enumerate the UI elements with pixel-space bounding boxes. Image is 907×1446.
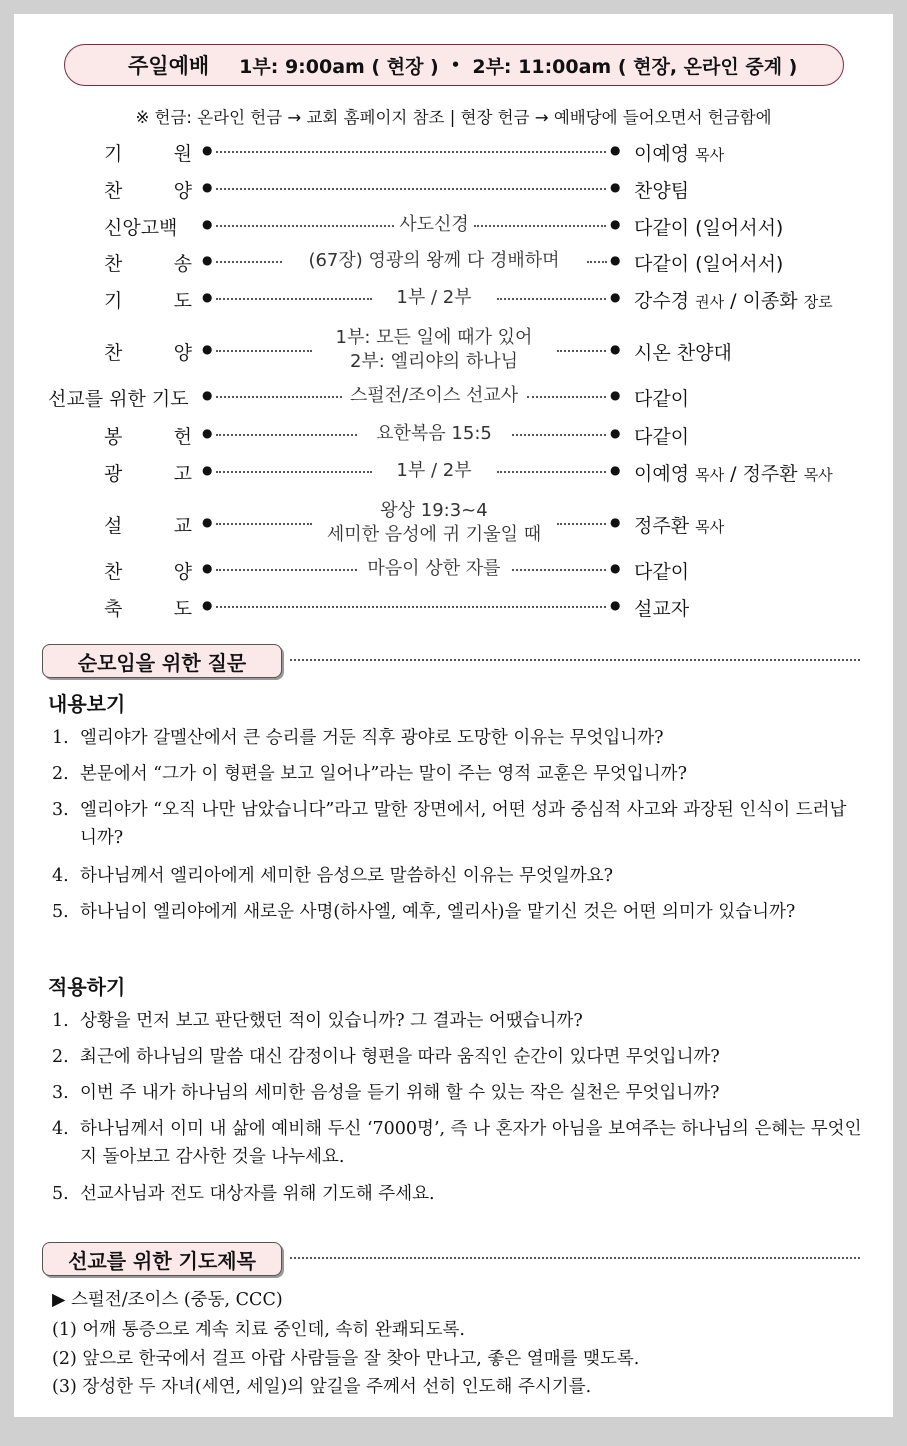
leader-dots	[216, 606, 606, 608]
question-item	[52, 1079, 862, 1107]
bullet-icon: ●	[202, 143, 213, 157]
order-label-char: 송	[173, 253, 192, 275]
question-number: 5.	[52, 902, 69, 922]
order-row	[14, 213, 893, 237]
order-label-char: 헌	[173, 426, 192, 448]
leader-name: 정주환	[634, 515, 690, 537]
order-detail	[254, 249, 614, 273]
question-item	[52, 1115, 862, 1171]
order-label-char: 봉	[104, 426, 123, 448]
service-title: 주일예배	[128, 54, 210, 78]
bullet-icon: ●	[202, 388, 213, 402]
order-label-char: 원	[173, 143, 192, 165]
order-row	[14, 594, 893, 618]
service-time-1: 1부: 9:00am ( 현장 )	[239, 55, 439, 78]
question-number: 2.	[52, 1047, 69, 1067]
order-detail-line: 2부: 엘리야의 하나님	[349, 351, 519, 372]
order-label	[104, 511, 192, 538]
order-label	[104, 459, 192, 486]
order-leader	[634, 511, 724, 538]
order-label-char: 양	[173, 180, 192, 202]
leader-name: 다같이	[634, 388, 690, 410]
question-item	[52, 724, 862, 752]
question-text: 상황을 먼저 보고 판단했던 적이 있습니까? 그 결과는 어땠습니까?	[80, 1011, 583, 1031]
leader-name: 다같이	[634, 561, 690, 583]
order-label-char: 기	[104, 290, 123, 312]
leader-name: 이예영	[634, 143, 690, 165]
leader-name: 다같이 (일어서서)	[634, 217, 784, 239]
order-label-char: 찬	[104, 253, 123, 275]
order-label	[104, 139, 192, 166]
bulletin-page	[14, 14, 893, 1417]
order-detail	[254, 286, 614, 310]
bullet-icon: ●	[610, 561, 621, 575]
question-text: 엘리야가 갈멜산에서 큰 승리를 거둔 직후 광야로 도망한 이유는 무엇입니까?	[80, 728, 664, 748]
leader-title: 장로	[803, 293, 833, 311]
prayer-item: (1) 어깨 통증으로 계속 치료 중인데, 속히 완쾌되도록.	[52, 1320, 465, 1340]
offering-note: ※ 헌금: 온라인 헌금 → 교회 홈페이지 참조 | 현장 헌금 → 예배당에 들어오면서 헌금함에	[135, 108, 772, 127]
leader-dots	[216, 188, 606, 190]
order-detail-line: 마음이 상한 자를	[367, 558, 501, 579]
leader-name: 이예영	[634, 463, 690, 485]
section-content-title: 내용보기	[48, 692, 126, 716]
prayer-item: (3) 장성한 두 자녀(세연, 세일)의 앞길을 주께서 선히 인도해 주시기를.	[52, 1377, 592, 1397]
question-item	[52, 796, 862, 852]
bullet-icon: ●	[202, 342, 213, 356]
order-label	[104, 249, 192, 276]
service-banner	[64, 44, 844, 86]
bullet-icon: ●	[610, 180, 621, 194]
order-label	[104, 594, 192, 621]
order-label	[104, 176, 192, 203]
bullet-icon: ●	[610, 426, 621, 440]
order-label-char: 기	[104, 143, 123, 165]
order-leader	[634, 594, 689, 621]
question-number: 4.	[52, 1119, 69, 1139]
order-leader	[634, 384, 689, 411]
leader-title: 목사	[695, 518, 725, 536]
order-label	[104, 286, 192, 313]
leader-dots	[216, 151, 606, 153]
leader-title: 목사	[803, 466, 833, 484]
order-detail	[254, 557, 614, 581]
leader-name: 이종화	[742, 290, 798, 312]
order-row	[14, 384, 893, 408]
question-text: 하나님께서 엘리아에게 세미한 음성으로 말씀하신 이유는 무엇일까요?	[80, 866, 614, 886]
order-detail-line: 세미한 음성에 귀 기울일 때	[326, 524, 542, 545]
order-row	[14, 459, 893, 483]
order-label	[104, 338, 192, 365]
order-label-char: 고	[173, 463, 192, 485]
bullet-icon: ●	[202, 515, 213, 529]
order-label-char: 광	[104, 463, 123, 485]
questions-header: 순모임을 위한 질문	[42, 644, 282, 678]
missionary-name: ▶ 스펄전/조이스 (중동, CCC)	[52, 1290, 283, 1310]
section-apply-title: 적용하기	[48, 975, 126, 999]
order-label-char: 양	[173, 561, 192, 583]
order-detail-line: 사도신경	[399, 214, 469, 235]
order-detail-line: 1부 / 2부	[396, 460, 472, 481]
question-number: 1.	[52, 728, 69, 748]
leader-name: 다같이	[634, 426, 690, 448]
bullet-icon: ●	[610, 342, 621, 356]
bullet-icon: ●	[202, 253, 213, 267]
leader-name: 설교자	[634, 598, 690, 620]
order-detail-line: 왕상 19:3~4	[380, 500, 488, 521]
bullet-icon: ●	[202, 561, 213, 575]
bullet-icon: ●	[610, 463, 621, 477]
order-detail	[254, 384, 614, 408]
question-number: 5.	[52, 1184, 69, 1204]
order-label	[104, 422, 192, 449]
bullet-icon: ●	[610, 253, 621, 267]
order-detail-line: 1부 / 2부	[396, 287, 472, 308]
order-label-char: 설	[104, 515, 123, 537]
bullet-icon: ●	[610, 217, 621, 231]
question-text: 엘리야가 “오직 나만 남았습니다”라고 말한 장면에서, 어떤 성과 중심적 사고와 과장된 인식이 드러납니까?	[80, 800, 847, 848]
order-row	[14, 286, 893, 310]
order-row	[14, 557, 893, 581]
leader-name: 다같이 (일어서서)	[634, 253, 784, 275]
question-number: 4.	[52, 866, 69, 886]
bullet-icon: ●	[202, 290, 213, 304]
order-detail-line: 1부: 모든 일에 때가 있어	[335, 327, 533, 348]
order-row	[14, 326, 893, 374]
order-leader	[634, 557, 689, 584]
order-leader	[634, 249, 783, 276]
order-label-char: 양	[173, 342, 192, 364]
question-number: 2.	[52, 764, 69, 784]
leader-name: 시온 찬양대	[634, 342, 732, 364]
order-leader: 이예영 목사 / 정주환 목사	[634, 463, 833, 485]
question-number: 3.	[52, 1083, 69, 1103]
question-item	[52, 1043, 862, 1071]
order-detail	[254, 213, 614, 237]
bullet-icon: ●	[610, 598, 621, 612]
order-leader	[634, 176, 689, 203]
order-detail-line: (67장) 영광의 왕께 다 경배하며	[308, 250, 560, 271]
leader-name: 찬양팀	[634, 180, 690, 202]
order-detail-line: 요한복음 15:5	[376, 423, 492, 444]
question-text: 하나님께서 이미 내 삶에 예비해 두신 ‘7000명’, 즉 나 혼자가 아님을 보여주는 하나님의 은혜는 무엇인지 돌아보고 감사한 것을 나누세요.	[80, 1119, 862, 1167]
question-item	[52, 898, 862, 926]
order-label-char: 교	[173, 515, 192, 537]
order-label	[104, 557, 192, 584]
order-leader	[634, 213, 783, 240]
question-item	[52, 760, 862, 788]
question-text: 이번 주 내가 하나님의 세미한 음성을 듣기 위해 할 수 있는 작은 실천은 무엇입니까?	[80, 1083, 720, 1103]
mission-header-divider	[290, 1257, 860, 1259]
prayer-item: (2) 앞으로 한국에서 걸프 아랍 사람들을 잘 찾아 만나고, 좋은 열매를 맺도록.	[52, 1349, 640, 1369]
bullet-icon: ●	[202, 463, 213, 477]
order-detail	[254, 499, 614, 547]
question-text: 하나님이 엘리야에게 새로운 사명(하사엘, 예후, 엘리사)을 맡기신 것은 어떤 의미가 있습니까?	[80, 902, 796, 922]
order-label-char: 찬	[104, 561, 123, 583]
bullet-icon: ●	[202, 180, 213, 194]
leader-title: 권사	[695, 293, 725, 311]
question-item	[52, 862, 862, 890]
order-label-char: 도	[173, 598, 192, 620]
bullet-icon: ●	[610, 388, 621, 402]
order-label-char: 찬	[104, 342, 123, 364]
question-text: 최근에 하나님의 말씀 대신 감정이나 형편을 따라 움직인 순간이 있다면 무엇입니까?	[80, 1047, 720, 1067]
leader-name: 정주환	[742, 463, 798, 485]
order-row	[14, 249, 893, 273]
order-leader	[634, 338, 732, 365]
question-text: 선교사님과 전도 대상자를 위해 기도해 주세요.	[80, 1184, 435, 1204]
questions-header-divider	[290, 659, 860, 661]
order-row	[14, 499, 893, 547]
bullet-icon: ●	[202, 426, 213, 440]
separator-dot: •	[450, 56, 461, 74]
question-text: 본문에서 “그가 이 형편을 보고 일어나”라는 말이 주는 영적 교훈은 무엇입니까?	[80, 764, 687, 784]
order-detail	[254, 326, 614, 374]
bullet-icon: ●	[202, 217, 213, 231]
order-leader	[634, 139, 724, 166]
order-label-char: 찬	[104, 180, 123, 202]
leader-name: 강수경	[634, 290, 690, 312]
order-leader	[634, 422, 689, 449]
bullet-icon: ●	[610, 143, 621, 157]
question-item	[52, 1180, 862, 1208]
order-detail	[254, 422, 614, 446]
mission-header: 선교를 위한 기도제목	[42, 1242, 282, 1276]
order-label: 신앙고백	[104, 217, 178, 239]
question-item	[52, 1007, 862, 1035]
bullet-icon: ●	[610, 290, 621, 304]
order-detail-line: 스펄전/조이스 선교사	[349, 385, 519, 406]
question-number: 1.	[52, 1011, 69, 1031]
leader-title: 목사	[695, 146, 725, 164]
question-number: 3.	[52, 800, 69, 820]
order-label: 선교를 위한 기도	[48, 388, 189, 410]
order-detail	[254, 459, 614, 483]
order-label-char: 도	[173, 290, 192, 312]
bullet-icon: ●	[202, 598, 213, 612]
order-row	[14, 422, 893, 446]
order-label-char: 축	[104, 598, 123, 620]
service-time-2: 2부: 11:00am ( 현장, 온라인 중계 )	[472, 55, 798, 78]
leader-title: 목사	[695, 466, 725, 484]
order-row	[14, 139, 893, 163]
order-leader: 강수경 권사 / 이종화 장로	[634, 290, 833, 312]
bullet-icon: ●	[610, 515, 621, 529]
order-row	[14, 176, 893, 200]
